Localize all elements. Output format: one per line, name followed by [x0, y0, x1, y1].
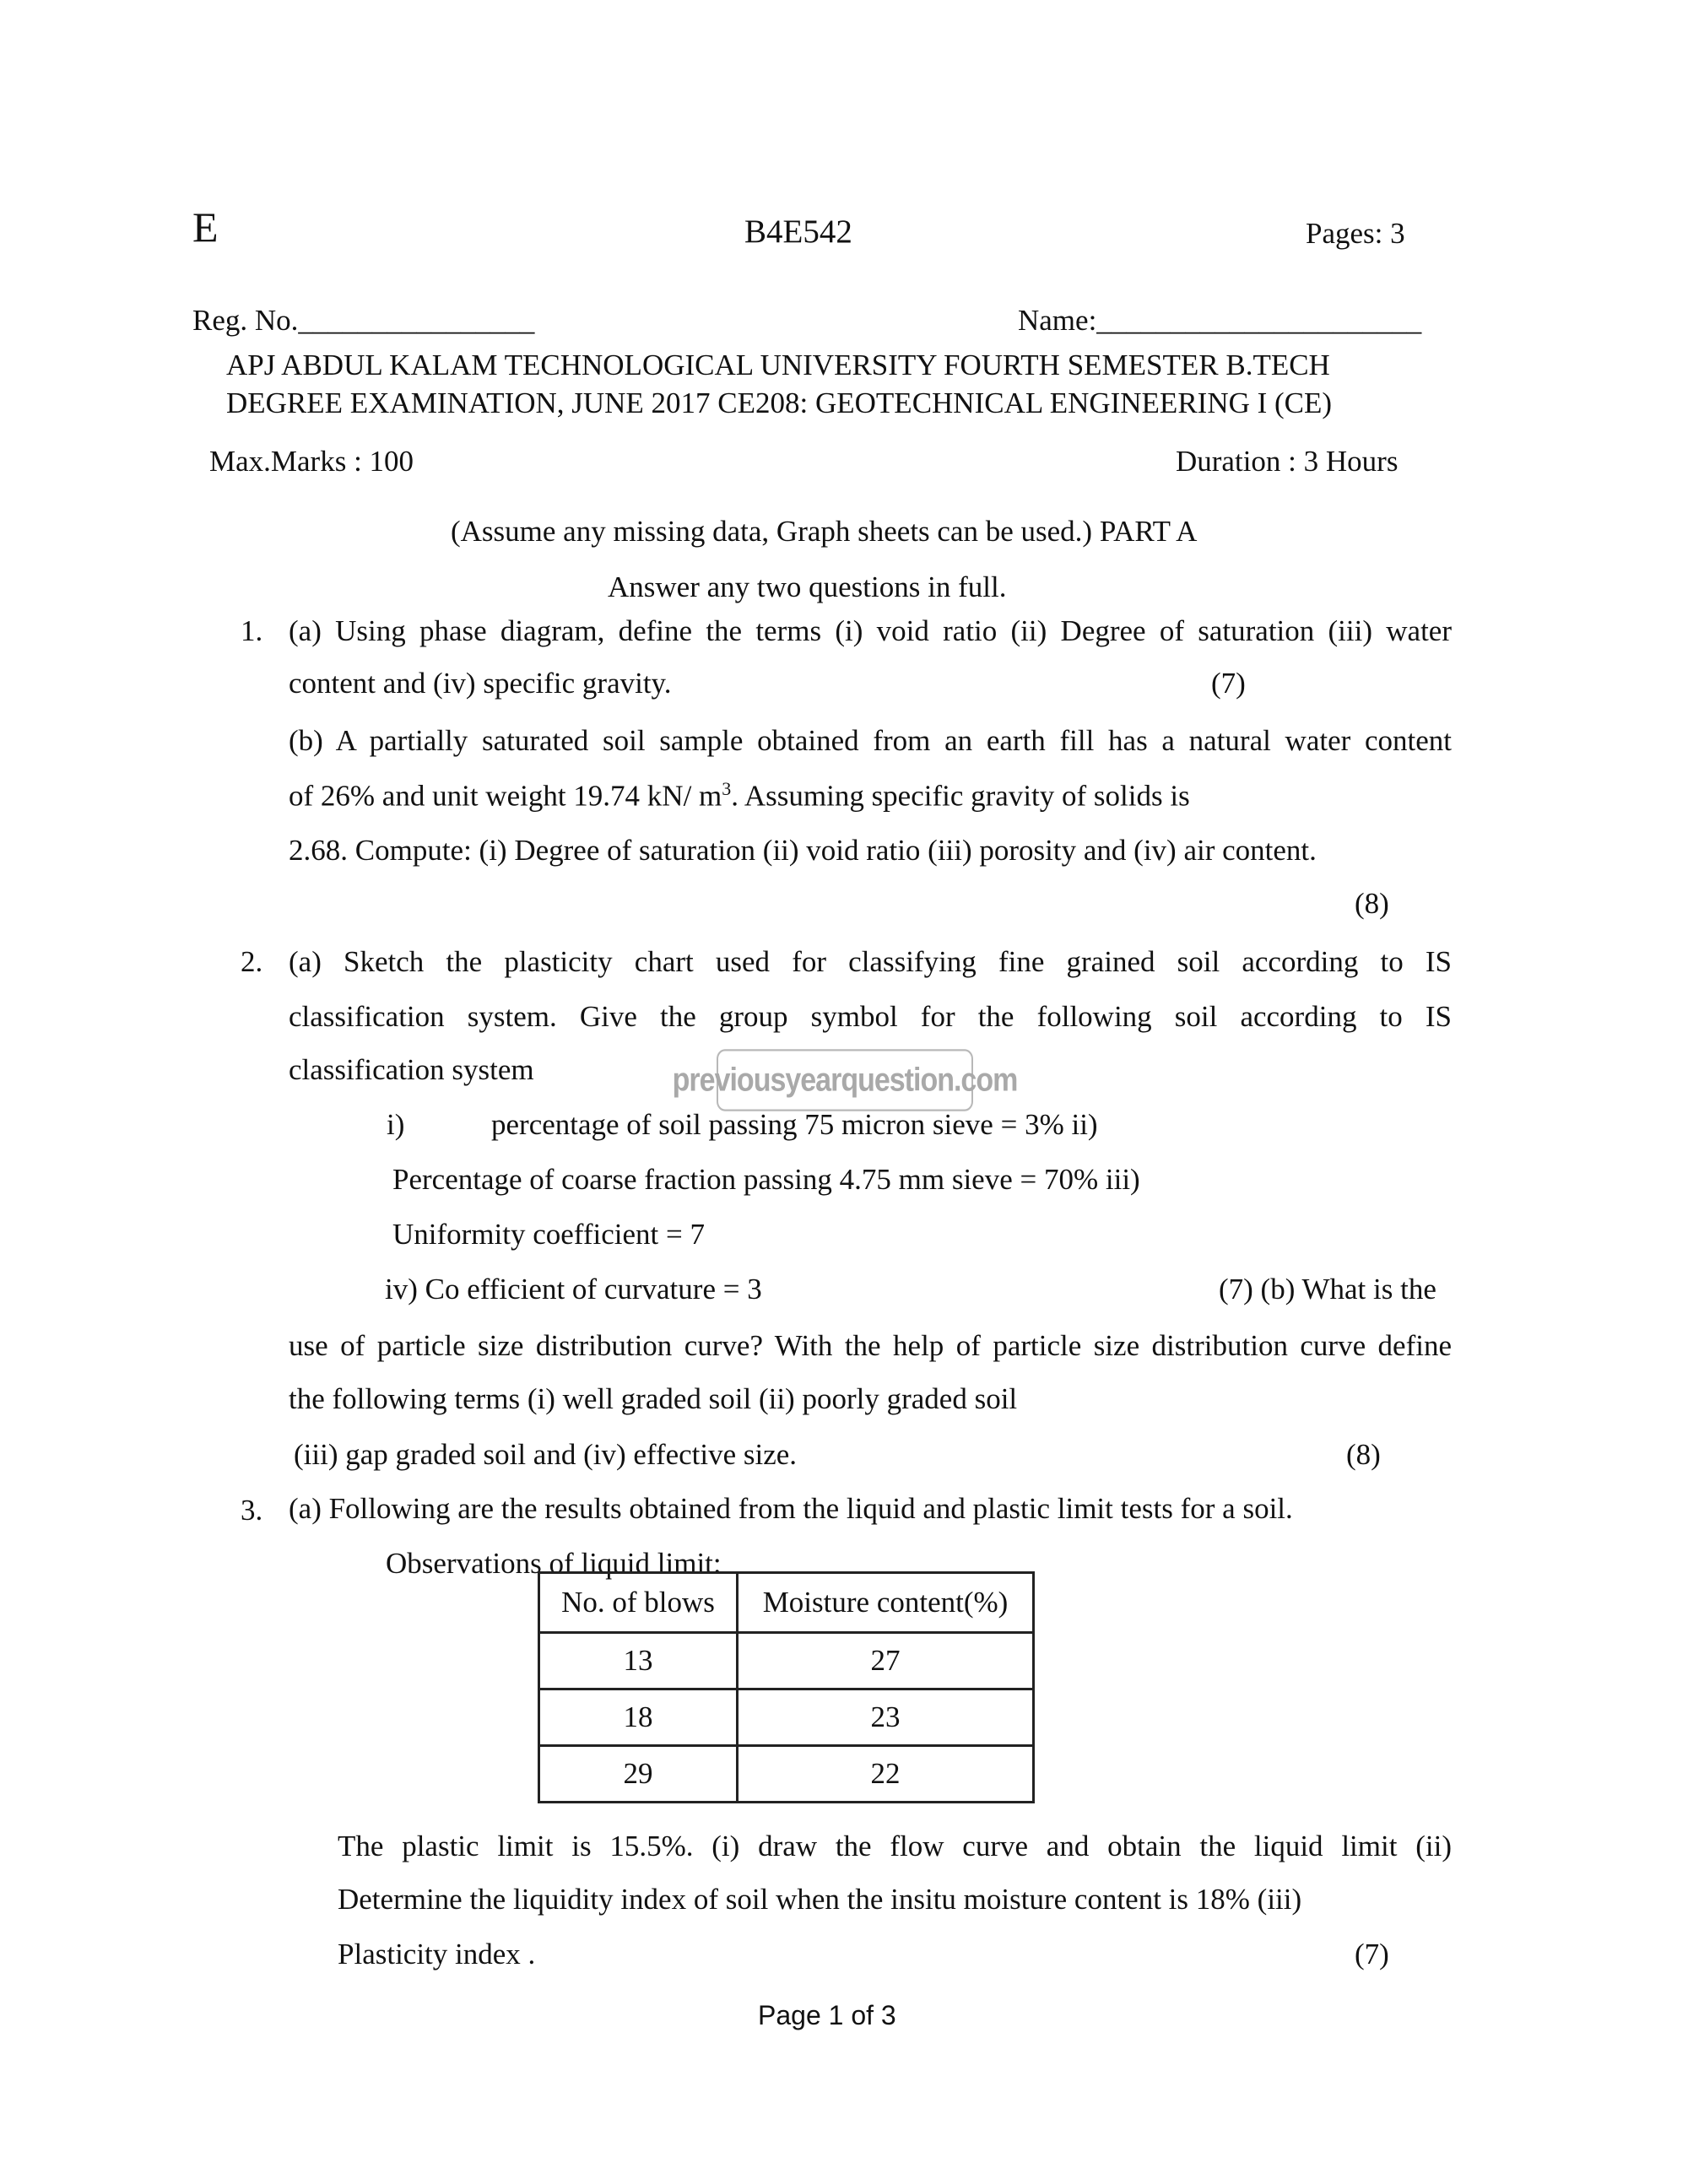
- q2b-marks: (8): [1346, 1438, 1381, 1471]
- q3-para-line2: Determine the liquidity index of soil when the insitu moisture content is 18% (iii): [338, 1883, 1302, 1916]
- q2-item-iv-text: iv) Co efficient of curvature = 3: [385, 1273, 762, 1306]
- table-cell: 27: [738, 1633, 1034, 1689]
- question-number-2: 2.: [241, 945, 263, 978]
- table-row: [539, 1746, 1034, 1803]
- paper-code: B4E542: [744, 214, 852, 250]
- q1b-marks: (8): [1355, 887, 1389, 920]
- table-header-blows: No. of blows: [539, 1573, 738, 1633]
- instruction-assume: (Assume any missing data, Graph sheets can be used.) PART A: [451, 515, 1198, 548]
- q1b-line1: (b) A partially saturated soil sample obtained from an earth fill has a natural water content: [289, 724, 1452, 757]
- q2-item-ii-text: Percentage of coarse fraction passing 4.75 mm sieve = 70% iii): [392, 1163, 1140, 1196]
- q2b-line2: the following terms (i) well graded soil (ii) poorly graded soil: [289, 1382, 1018, 1415]
- table-cell: 22: [738, 1746, 1034, 1803]
- q3a-marks: (7): [1355, 1938, 1389, 1970]
- exam-title-line2: DEGREE EXAMINATION, JUNE 2017 CE208: GEOTECHNICAL ENGINEERING I (CE): [226, 387, 1333, 419]
- table-row: [539, 1689, 1034, 1746]
- page-footer: Page 1 of 3: [758, 2000, 896, 2030]
- observations-title: Observations of liquid limit:: [386, 1547, 722, 1580]
- table-row: [539, 1633, 1034, 1689]
- table-cell: 23: [738, 1689, 1034, 1746]
- q2a-marks-and-b-start: (7) (b) What is the: [1219, 1273, 1436, 1306]
- q1b-line3: 2.68. Compute: (i) Degree of saturation (ii) void ratio (iii) porosity and (iv) air content.: [289, 834, 1317, 867]
- q2a-line2: classification system. Give the group symbol for the following soil according to IS: [289, 1000, 1452, 1033]
- q2-item-i-label: i): [387, 1108, 405, 1141]
- page-count: Pages: 3: [1306, 217, 1405, 250]
- q3-para-line3: Plasticity index .: [338, 1938, 536, 1970]
- table-header-moisture: Moisture content(%): [738, 1573, 1034, 1633]
- q2-item-iii-text: Uniformity coefficient = 7: [392, 1218, 705, 1251]
- table-header-row: [539, 1573, 1034, 1633]
- question-number-1: 1.: [241, 614, 263, 647]
- liquid-limit-table: [538, 1571, 1035, 1803]
- q3a-line1: (a) Following are the results obtained from the liquid and plastic limit tests for a soil.: [289, 1492, 1293, 1525]
- q2a-line3: classification system: [289, 1053, 534, 1086]
- q2-item-i-text: percentage of soil passing 75 micron sieve = 3% ii): [491, 1108, 1098, 1141]
- q1a-line2: content and (iv) specific gravity.: [289, 667, 672, 700]
- table-cell: 18: [539, 1689, 738, 1746]
- watermark-logo: previousyearquestion.com: [717, 1049, 973, 1111]
- q1b-line2-text: of 26% and unit weight 19.74 kN/ m: [289, 779, 722, 813]
- series-letter: E: [192, 203, 219, 251]
- q2b-line3: (iii) gap graded soil and (iv) effective size.: [294, 1438, 798, 1471]
- exam-title-line1: APJ ABDUL KALAM TECHNOLOGICAL UNIVERSITY FOURTH SEMESTER B.TECH: [226, 349, 1330, 381]
- q1b-line2-tail: . Assuming specific gravity of solids is: [731, 779, 1190, 813]
- instruction-answer: Answer any two questions in full.: [608, 570, 1007, 603]
- table-cell: 29: [539, 1746, 738, 1803]
- q2a-line1: (a) Sketch the plasticity chart used for classifying fine grained soil according to IS: [289, 945, 1452, 978]
- q1b-superscript: 3: [722, 778, 732, 799]
- table-cell: 13: [539, 1633, 738, 1689]
- q3-para-line1: The plastic limit is 15.5%. (i) draw the flow curve and obtain the liquid limit (ii): [338, 1830, 1452, 1862]
- q1a-line1: (a) Using phase diagram, define the terms (i) void ratio (ii) Degree of saturation (iii) water: [289, 614, 1452, 647]
- max-marks: Max.Marks : 100: [209, 445, 414, 478]
- reg-no-field: Reg. No.________________: [192, 304, 535, 337]
- q1b-line2: [289, 780, 1190, 811]
- name-field: Name:______________________: [1018, 304, 1422, 337]
- q1a-marks: (7): [1211, 667, 1246, 700]
- q2b-line1: use of particle size distribution curve? With the help of particle size distribution curve define: [289, 1329, 1452, 1362]
- question-number-3: 3.: [241, 1494, 263, 1527]
- duration: Duration : 3 Hours: [1176, 445, 1399, 478]
